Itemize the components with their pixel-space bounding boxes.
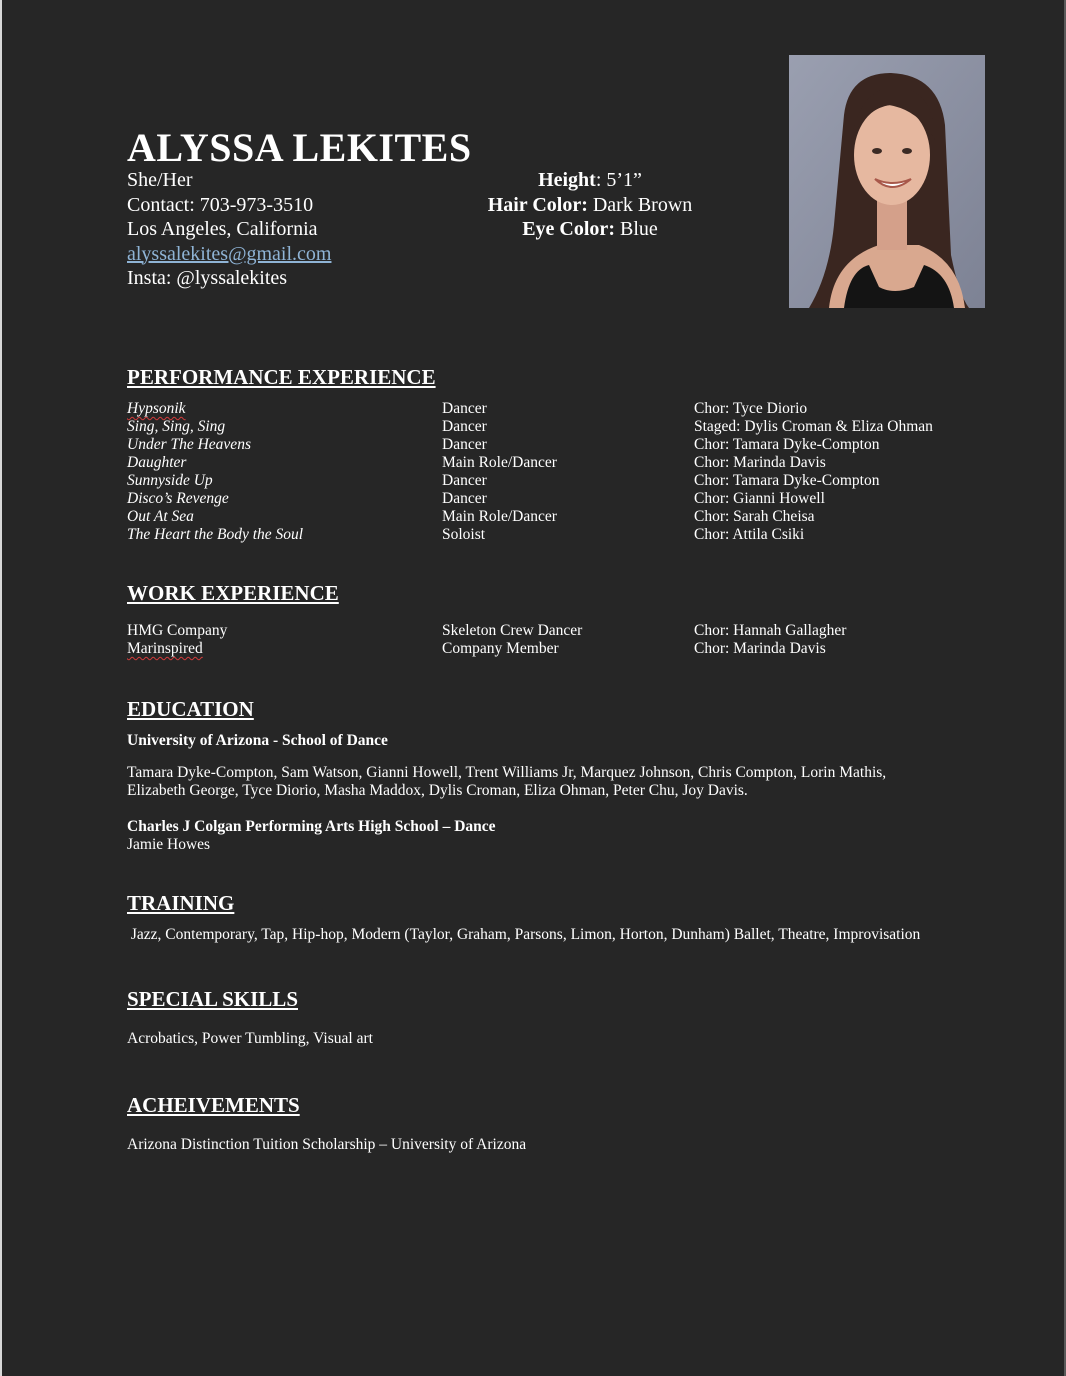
credit-title [127, 454, 442, 472]
credit-role [442, 526, 694, 544]
instagram-handle: Insta: @lyssalekites [127, 267, 288, 289]
credit-choreographer-text: Chor: Sarah Cheisa [694, 508, 815, 525]
contact-phone: Contact: 703-973-3510 [127, 193, 314, 216]
credit-title [127, 490, 442, 508]
teachers-line: Tamara Dyke-Compton, Sam Watson, Gianni Howell, Trent Williams Jr, Marquez Johnson, Chris Compton, Lorin Mathis, [127, 764, 887, 781]
pronouns: She/Her [127, 169, 193, 191]
table-row [127, 436, 1007, 454]
height-label: Height [538, 169, 596, 191]
school-teachers [127, 764, 987, 800]
height-stat [440, 168, 740, 193]
credit-role [442, 640, 694, 658]
credit-choreographer-text: Chor: Tyce Diorio [694, 400, 808, 417]
credit-title [127, 472, 442, 490]
eye-label: Eye Color: [522, 218, 615, 240]
contact-block [127, 168, 331, 291]
credit-role-text: Skeleton Crew Dancer [442, 622, 583, 639]
credit-choreographer [694, 640, 826, 658]
training-text: Jazz, Contemporary, Tap, Hip-hop, Modern (Taylor, Graham, Parsons, Limon, Horton, Dunham) Ballet, Theatre, Improvisation [127, 926, 921, 943]
credit-choreographer-text: Chor: Marinda Davis [694, 640, 826, 657]
table-row [127, 454, 1007, 472]
credit-role-text: Main Role/Dancer [442, 454, 557, 471]
credit-title [127, 640, 442, 658]
credit-role [442, 622, 694, 640]
table-row [127, 418, 1007, 436]
credit-choreographer [694, 622, 846, 640]
hair-stat [440, 193, 740, 218]
credit-choreographer [694, 454, 826, 472]
location: Los Angeles, California [127, 218, 318, 240]
credit-choreographer-text: Chor: Hannah Gallagher [694, 622, 847, 639]
table-row [127, 508, 1007, 526]
credit-choreographer [694, 472, 879, 490]
credit-title [127, 622, 442, 640]
skills-text: Acrobatics, Power Tumbling, Visual art [127, 1030, 373, 1047]
credit-role-text: Company Member [442, 640, 559, 657]
credit-choreographer-text: Chor: Tamara Dyke-Compton [694, 472, 880, 489]
credit-title-text: Under The Heavens [127, 436, 251, 453]
credit-choreographer-text: Staged: Dylis Croman & Eliza Ohman [694, 418, 933, 435]
table-row [127, 400, 1007, 418]
credit-choreographer-text: Chor: Marinda Davis [694, 454, 826, 471]
school-teachers: Jamie Howes [127, 836, 211, 853]
resume-name: ALYSSA LEKITES [127, 125, 472, 170]
credit-title-text: Sing, Sing, Sing [127, 418, 226, 435]
credit-role-text: Dancer [442, 490, 487, 507]
table-row [127, 490, 1007, 508]
credit-title-text: Sunnyside Up [127, 472, 213, 489]
teachers-line: Elizabeth George, Tyce Diorio, Masha Maddox, Dylis Croman, Eliza Ohman, Peter Chu, Joy Davis. [127, 782, 748, 799]
credit-title-text: Daughter [127, 454, 187, 471]
credit-title-text: HMG Company [127, 622, 228, 639]
credit-title-text: Out At Sea [127, 508, 194, 525]
credit-role-text: Dancer [442, 472, 487, 489]
credit-title [127, 400, 442, 418]
credit-role-text: Dancer [442, 418, 487, 435]
hair-value: Dark Brown [587, 193, 693, 216]
credit-role-text: Dancer [442, 436, 487, 453]
page-edge-left [0, 0, 2, 1376]
credit-choreographer [694, 526, 804, 544]
credit-choreographer-text: Chor: Gianni Howell [694, 490, 825, 507]
physical-stats [440, 168, 740, 242]
hair-label: Hair Color: [487, 193, 588, 216]
credit-title-text: The Heart the Body the Soul [127, 526, 304, 543]
achievements-text: Arizona Distinction Tuition Scholarship – University of Arizona [127, 1136, 527, 1153]
credit-title [127, 508, 442, 526]
table-row [127, 472, 1007, 490]
credit-title-text: Marinspired [127, 640, 203, 657]
training-heading: TRAINING [127, 891, 235, 915]
credit-role [442, 472, 694, 490]
table-row [127, 622, 1007, 640]
email-link[interactable]: alyssalekites@gmail.com [127, 242, 332, 265]
height-value: : 5’1” [595, 169, 642, 191]
credit-title-text: Hypsonik [127, 400, 186, 417]
credit-role [442, 454, 694, 472]
eye-value: Blue [614, 218, 658, 240]
credit-role [442, 490, 694, 508]
eye-stat [440, 217, 740, 242]
credit-choreographer-text: Chor: Tamara Dyke-Compton [694, 436, 880, 453]
school-name: Charles J Colgan Performing Arts High School – Dance [127, 818, 496, 835]
credit-role [442, 418, 694, 436]
school-name: University of Arizona - School of Dance [127, 732, 388, 749]
credit-choreographer-text: Chor: Attila Csiki [694, 526, 805, 543]
credit-title [127, 526, 442, 544]
skills-heading: SPECIAL SKILLS [127, 987, 298, 1011]
education-heading: EDUCATION [127, 697, 254, 721]
headshot-photo [789, 55, 985, 308]
performance-table [127, 400, 1007, 544]
credit-choreographer [694, 436, 879, 454]
credit-role [442, 436, 694, 454]
credit-choreographer [694, 490, 825, 508]
work-table [127, 622, 1007, 658]
credit-role-text: Dancer [442, 400, 487, 417]
credit-role-text: Soloist [442, 526, 486, 543]
credit-title [127, 418, 442, 436]
work-heading: WORK EXPERIENCE [127, 581, 339, 605]
credit-choreographer [694, 508, 815, 526]
credit-choreographer [694, 400, 807, 418]
table-row [127, 526, 1007, 544]
credit-role-text: Main Role/Dancer [442, 508, 557, 525]
credit-role [442, 508, 694, 526]
performance-heading: PERFORMANCE EXPERIENCE [127, 365, 436, 389]
credit-choreographer [694, 418, 933, 436]
credit-title-text: Disco’s Revenge [127, 490, 229, 507]
credit-role [442, 400, 694, 418]
credit-title [127, 436, 442, 454]
achievements-heading: ACHEIVEMENTS [127, 1093, 300, 1117]
table-row [127, 640, 1007, 658]
